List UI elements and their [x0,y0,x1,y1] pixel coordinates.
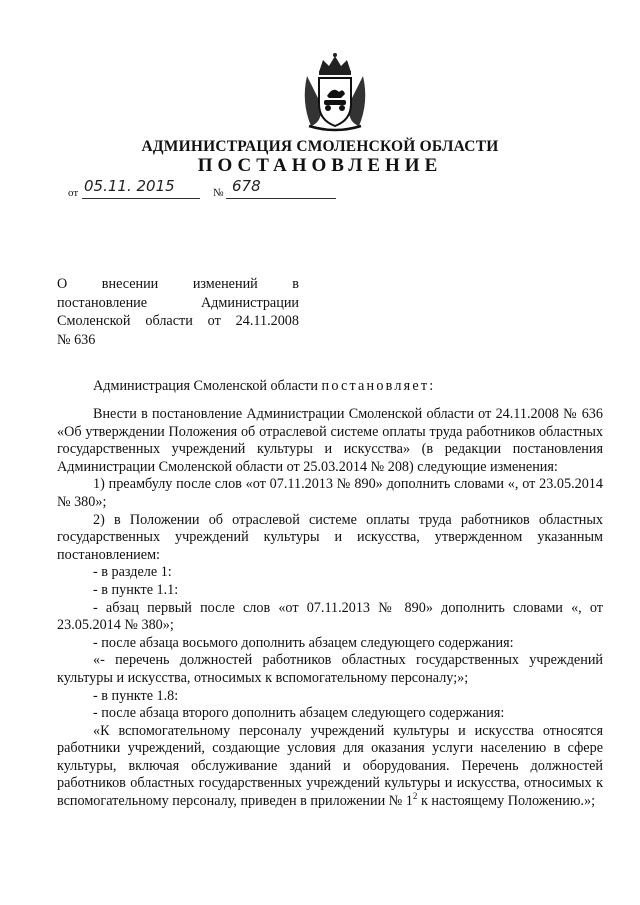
smolensk-coat-of-arms-emblem [297,52,373,132]
body-paragraph: - после абзаца восьмого дополнить абзацем следующего содержания: [93,634,514,651]
number-underline [226,197,336,199]
subject-line: О внесении изменений в [57,276,299,292]
body-paragraph: - после абзаца второго дополнить абзацем следующего содержания: [93,705,505,722]
superscript: 2 [412,791,418,802]
paragraph-text: «К вспомогательному персоналу учреждений культуры и искусства относятся работники учреждений, создающие условия для оказания услуги населению в сфере культуры, включая обслуживание зданий и оборудования. Перечень должностей работников областных государственных учреждений культуры и искусства, относимых к вспомогательному персоналу, приведен в приложении № 1 [57,722,603,810]
intro-resolves: постановляет: [321,378,436,394]
body-paragraph: 1) преамбулу после слов «от 07.11.2013 № 890» дополнить словами «, от 23.05.2014 № 380»; [57,476,603,510]
body-paragraph: 2) в Положении об отраслевой системе оплаты труда работников областных государственных учреждений культуры и искусства, утвержденном указанным постановлением: [57,511,603,563]
document-type-title: ПОСТАНОВЛЕНИЕ [197,155,443,176]
document-subject [57,275,299,349]
document-body [57,406,603,811]
subject-line: № 636 [57,331,96,348]
subject-line: Смоленской области от 24.11.2008 [57,313,299,329]
document-page: АДМИНИСТРАЦИЯ СМОЛЕНСКОЙ ОБЛАСТИ ПОСТАНОВЛЕНИЕ от 05.11. 2015 № 678 О внесении изменений в постановление Администрации Смоленской области от 24.11.2008 № 636 Администрация Смоленской области постановляет: Внести в постановление Администрации Смоленской области от 24.11.2008 № 636 «Об утверждении Положения об отраслевой системе оплаты труда работников областных государственных учреждений культуры и искусства» (в редакции постановления Администрации Смоленской области от 25.03.2014 № 208) следующие изменения: 1) преамбулу после слов «от 07.11.2013 № 890» дополнить словами «, от 23.05.2014 № 380»; 2) в Положении об отраслевой системе оплаты труда работников областных государственных учреждений культуры и искусства, утвержденном указанным постановлением: - в разделе 1: - в пункте 1.1: - абзац первый после слов «от 07.11.2013 № 890» дополнить словами «, от 23.05.2014 № 380»; - после абзаца восьмого дополнить абзацем следующего содержания: «- перечень должностей работников областных государственных учреждений культуры и искусства, относимых к вспомогательному персоналу;»; - в пункте 1.8: - после абзаца второго дополнить абзацем следующего содержания: «К вспомогательному персоналу учреждений культуры и искусства относятся работники учреждений, создающие условия для оказания услуги населению в сфере культуры, включая обслуживание зданий и оборудования. Перечень должностей работников областных государственных учреждений культуры и искусства, относимых к вспомогательному персоналу, приведен в приложении № $1^2$ к настоящему Положению.»; [0,0,640,905]
body-paragraph: - в пункте 1.1: [93,581,179,598]
resolution-intro [93,378,435,395]
body-paragraph: - в разделе 1: [93,564,172,581]
body-paragraph [57,723,603,811]
paragraph-end: к настоящему Положению.»; [417,793,596,810]
body-paragraph: Внести в постановление Администрации Смоленской области от 24.11.2008 № 636 «Об утверждении Положения об отраслевой системе оплаты труда работников областных государственных учреждений культуры и искусства» (в редакции постановления Администрации Смоленской области от 25.03.2014 № 208) следующие изменения: [57,406,603,475]
body-paragraph: «- перечень должностей работников областных государственных учреждений культуры и искусства, относимых к вспомогательному персоналу;»; [57,652,603,686]
body-paragraph: - в пункте 1.8: [93,687,179,704]
handwritten-date: 05.11. 2015 [84,177,175,195]
date-underline [82,197,200,199]
organization-name: АДМИНИСТРАЦИЯ СМОЛЕНСКОЙ ОБЛАСТИ [141,138,499,155]
subject-line: постановление Администрации [57,294,299,311]
intro-prefix: Администрация Смоленской области [93,378,322,394]
handwritten-number: 678 [232,177,261,195]
body-paragraph: - абзац первый после слов «от 07.11.2013 № 890» дополнить словами «, от 23.05.2014 № 380»; [57,599,603,634]
